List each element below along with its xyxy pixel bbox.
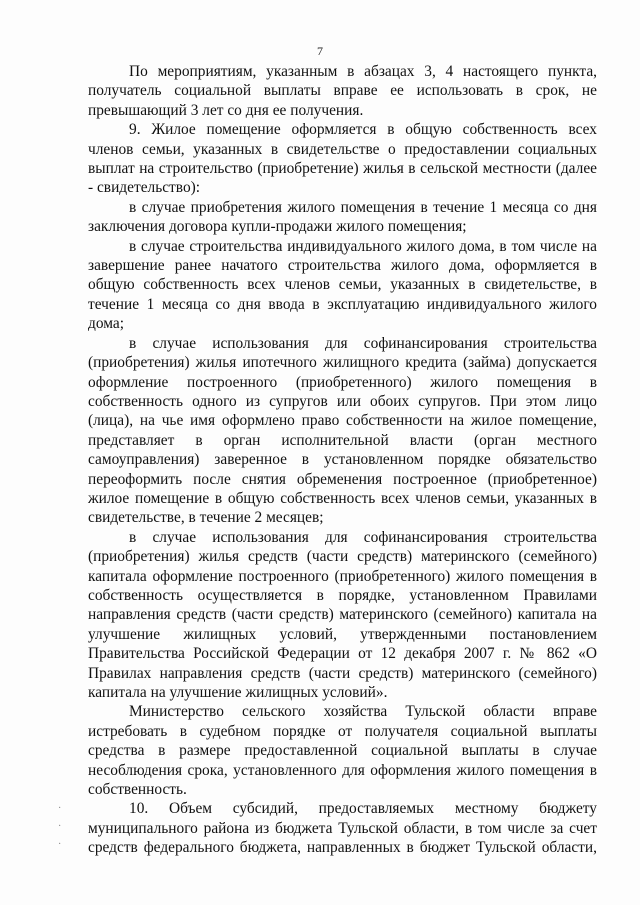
paragraph-construction-case: в случае строительства индивидуального жилого дома, в том числе на завершение ранее начатого строительства жилого дома, оформляется в общую собственность всех членов семьи, указанных в свидетельстве, в течение 1 месяца со дня ввода в эксплуатацию индивидуального жилого дома; <box>88 237 597 333</box>
paragraph-term-use: По мероприятиям, указанным в абзацах 3, 4 настоящего пункта, получатель социальной выплаты вправе ее использовать в срок, не превышающий 3 лет со дня ее получения. <box>88 63 597 119</box>
paragraph-purchase-case: в случае приобретения жилого помещения в течение 1 месяца со дня заключения договора купли-продажи жилого помещения; <box>88 198 597 236</box>
paragraph-mortgage-case: в случае использования для софинансирования строительства (приобретения) жилья ипотечного жилищного кредита (займа) допускается оформление построенного (приобретенного) жилого помещения в собственность одного из супругов или обоих супругов. При этом лицо (лица), на чье имя оформлено право собственности на жилое помещение, представляет в орган исполнительной власти (орган местного самоуправления) заверенное в установленном порядке обязательство переоформить после снятия обременения построенное (приобретенное) жилое помещение в общую собственность всех членов семьи, указанных в свидетельстве, в течение 2 месяцев; <box>88 334 597 527</box>
document-body <box>88 62 597 858</box>
paragraph-item-9: 9. Жилое помещение оформляется в общую собственность всех членов семьи, указанных в свидетельстве о предоставлении социальных выплат на строительство (приобретение) жилья в сельской местности (далее - свидетельство): <box>88 121 597 197</box>
paragraph-item-10: 10. Объем субсидий, предоставляемых местному бюджету муниципального района из бюджета Тульской области, в том числе за счет средств федерального бюджета, направленных в бюджет Тульской области, <box>88 800 597 857</box>
paragraph-maternity-capital-case: в случае использования для софинансирования строительства (приобретения) жилья средств (части средств) материнского (семейного) капитала оформление построенного (приобретенного) жилого помещения в собственность осуществляется в порядке, установленном Правилами направления средств (части средств) материнского (семейного) капитала на улучшение жилищных условий, утвержденными постановлением Правительства Российской Федерации от 12 декабря 2007 г. № 862 «О Правилах направления средств (части средств) материнского (семейного) капитала на улучшение жилищных условий». <box>88 528 597 701</box>
paragraph-ministry-claim: Министерство сельского хозяйства Тульской области вправе истребовать в судебном порядке от получателя социальной выплаты средства в размере предоставленной социальной выплаты в случае несоблюдения срока, установленного для оформления жилого помещения в собственность. <box>88 703 597 799</box>
scan-margin-marks: · · · <box>58 803 63 850</box>
page-number: 7 <box>317 44 323 58</box>
